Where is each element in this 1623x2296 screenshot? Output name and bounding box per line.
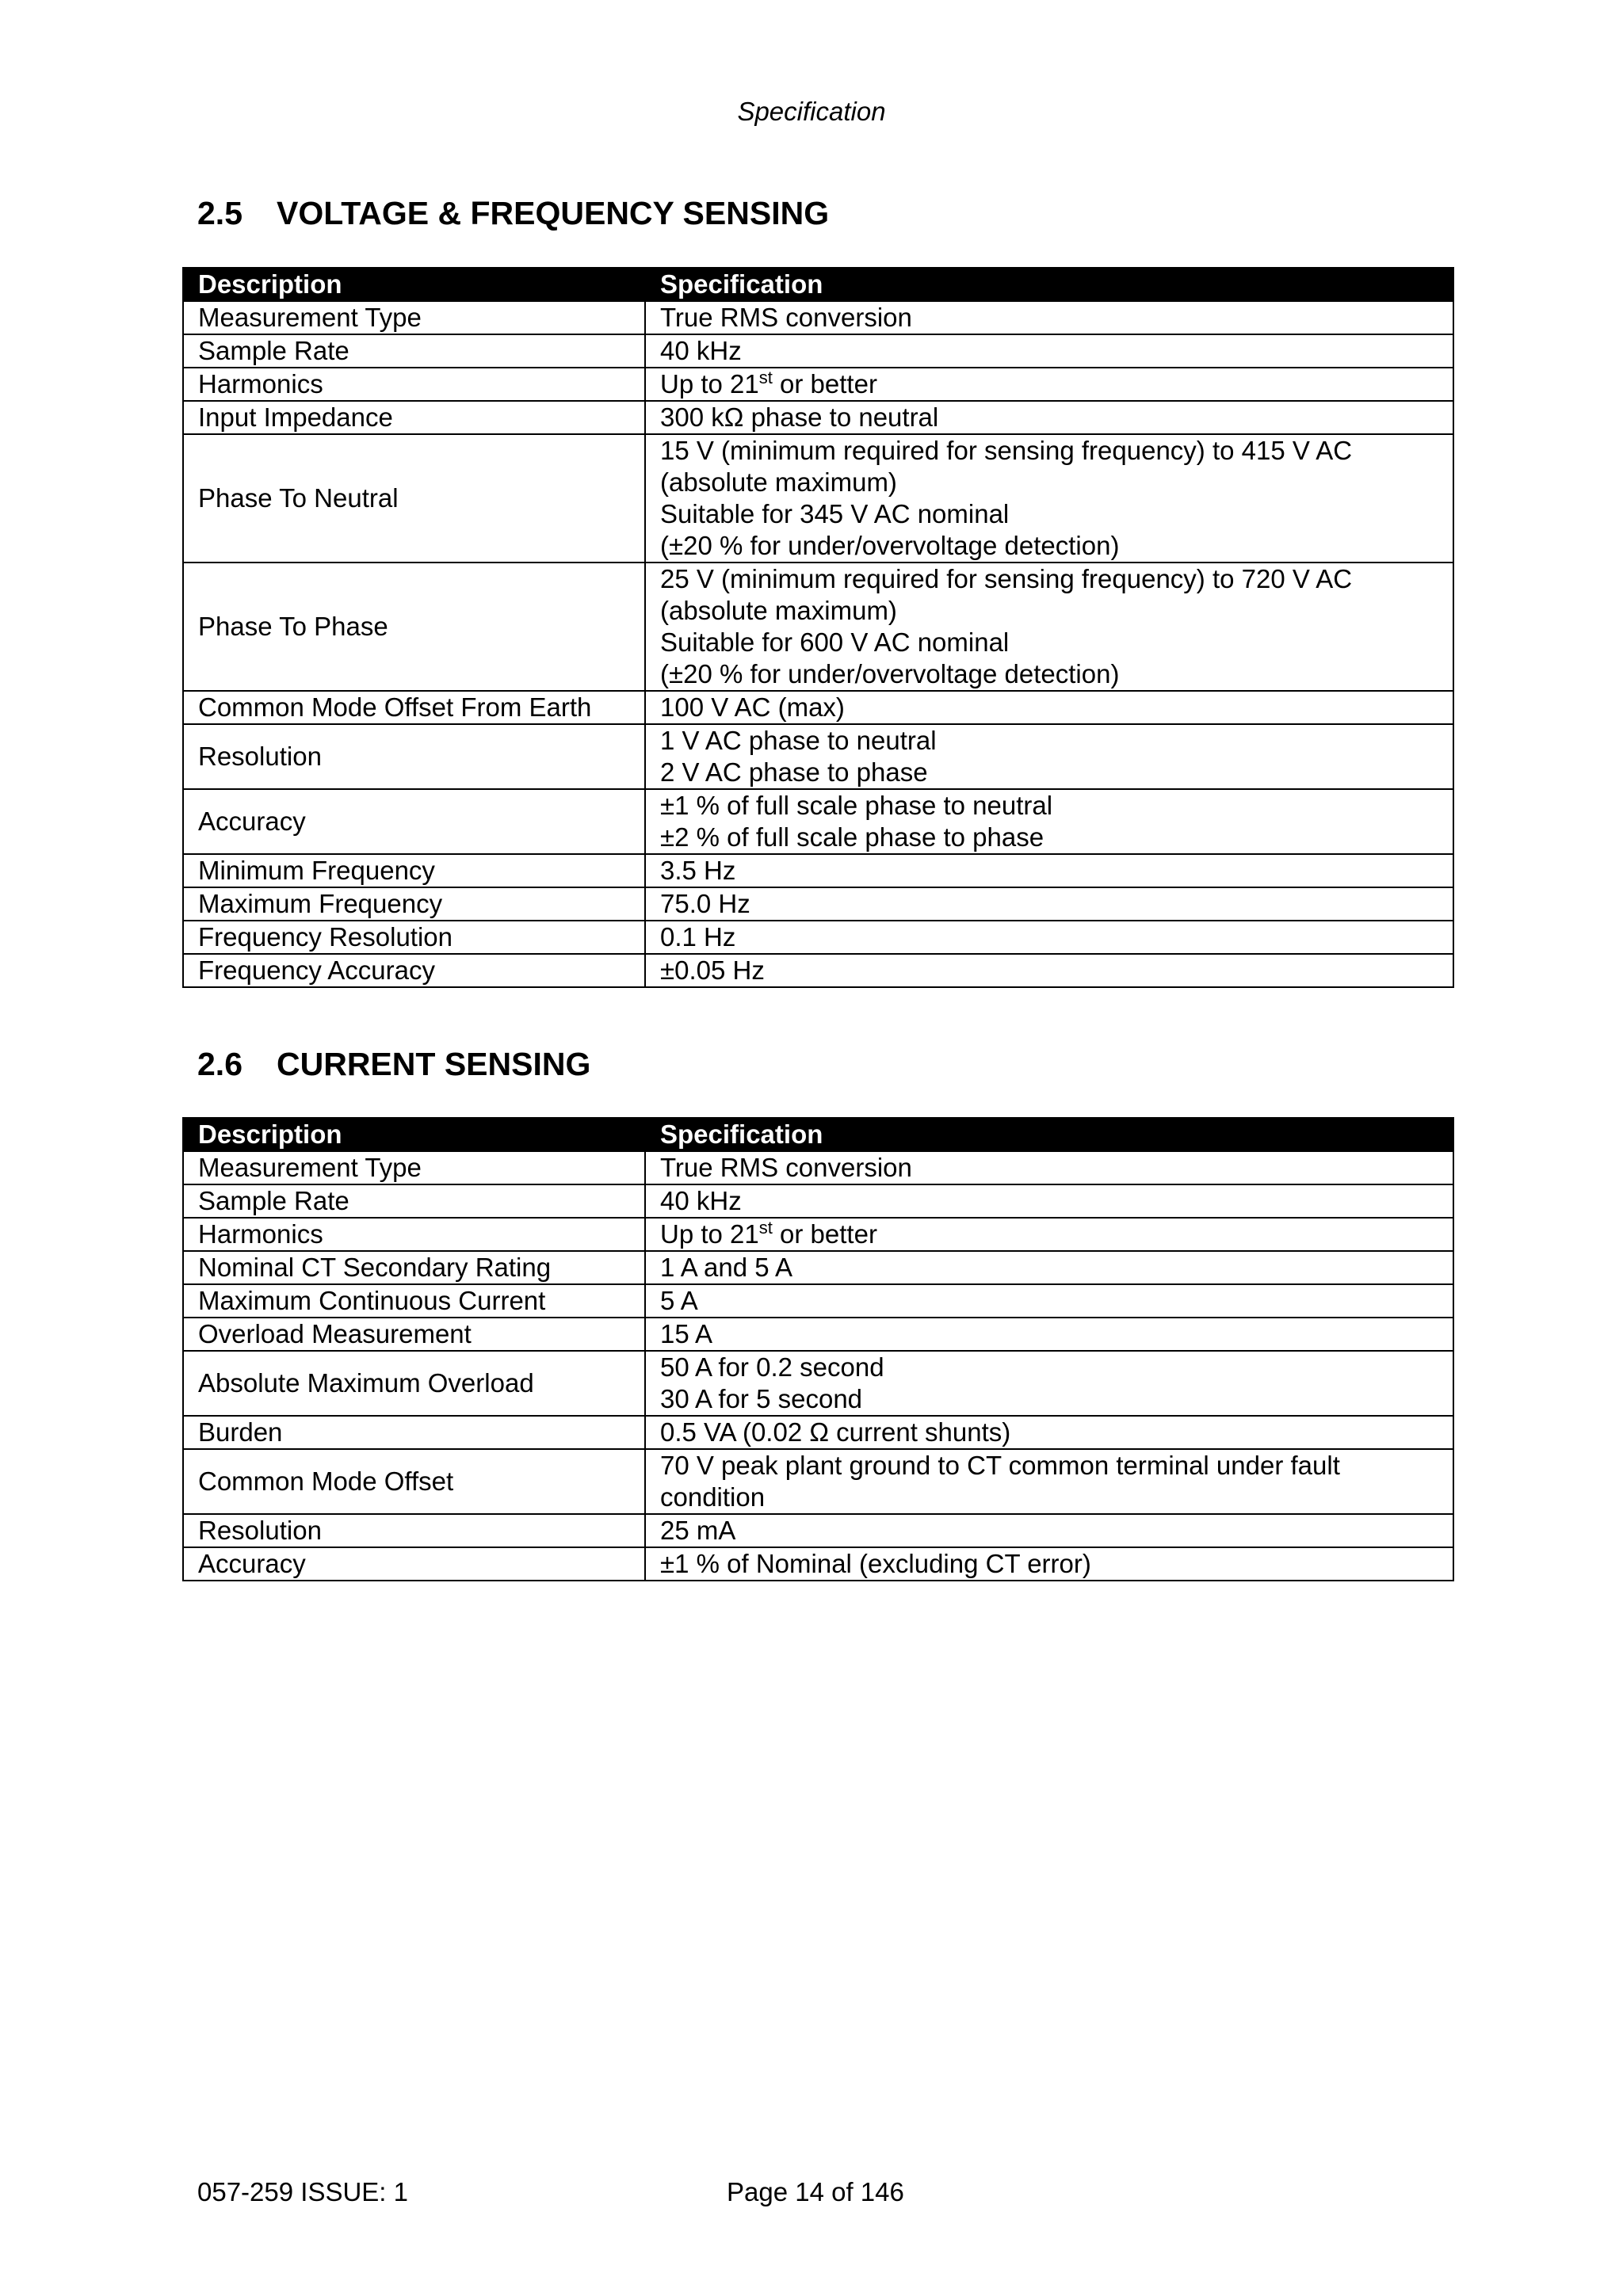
spec-line: Suitable for 600 V AC nominal — [660, 627, 1010, 657]
table-row — [183, 1351, 1453, 1416]
spec-line: ±0.05 Hz — [660, 955, 765, 985]
column-header-description: Description — [183, 1118, 645, 1151]
cell-specification — [645, 724, 1453, 789]
cell-description: Sample Rate — [183, 334, 645, 368]
table-row — [183, 1547, 1453, 1581]
section-title-voltage-frequency-sensing — [197, 195, 829, 232]
spec-line: (absolute maximum) — [660, 467, 897, 497]
cell-specification — [645, 1351, 1453, 1416]
spec-line: 70 V peak plant ground to CT common terminal under fault — [660, 1451, 1340, 1480]
spec-line: 5 A — [660, 1286, 698, 1315]
spec-line: ±1 % of Nominal (excluding CT error) — [660, 1549, 1091, 1578]
cell-specification — [645, 1218, 1453, 1251]
cell-specification — [645, 854, 1453, 887]
cell-specification — [645, 954, 1453, 987]
table-row — [183, 1318, 1453, 1351]
spec-line: condition — [660, 1482, 766, 1512]
cell-description: Accuracy — [183, 1547, 645, 1581]
spec-line: 25 V (minimum required for sensing frequency) to 720 V AC — [660, 564, 1353, 593]
cell-description: Maximum Continuous Current — [183, 1284, 645, 1318]
spec-line: True RMS conversion — [660, 303, 912, 332]
column-header-specification: Specification — [645, 268, 1453, 301]
table-row — [183, 691, 1453, 724]
cell-description: Overload Measurement — [183, 1318, 645, 1351]
cell-specification — [645, 1151, 1453, 1184]
spec-line: ±2 % of full scale phase to phase — [660, 822, 1044, 852]
spec-line: 25 mA — [660, 1516, 736, 1545]
table-header-row — [183, 268, 1453, 301]
cell-description: Nominal CT Secondary Rating — [183, 1251, 645, 1284]
spec-line: True RMS conversion — [660, 1153, 912, 1182]
footer-document-id: 057-259 ISSUE: 1 — [197, 2177, 408, 2206]
table-row — [183, 1218, 1453, 1251]
cell-specification — [645, 401, 1453, 434]
cell-specification — [645, 1318, 1453, 1351]
spec-line: (±20 % for under/overvoltage detection) — [660, 659, 1120, 688]
cell-specification — [645, 1284, 1453, 1318]
spec-line: 2 V AC phase to phase — [660, 757, 928, 787]
cell-specification — [645, 1184, 1453, 1218]
cell-specification — [645, 434, 1453, 563]
footer-page-number: Page 14 of 146 — [727, 2177, 904, 2206]
table-row — [183, 1514, 1453, 1547]
table-row — [183, 954, 1453, 987]
spec-line: Up to 21st or better — [660, 1218, 877, 1249]
section-heading: CURRENT SENSING — [277, 1046, 591, 1082]
spec-line: 40 kHz — [660, 1186, 742, 1215]
cell-specification — [645, 334, 1453, 368]
spec-line: 1 A and 5 A — [660, 1253, 792, 1282]
cell-specification — [645, 789, 1453, 854]
cell-description: Accuracy — [183, 789, 645, 854]
table-row — [183, 1416, 1453, 1449]
cell-description: Common Mode Offset — [183, 1449, 645, 1514]
spec-line: 1 V AC phase to neutral — [660, 726, 937, 755]
table-row — [183, 854, 1453, 887]
table-header-row — [183, 1118, 1453, 1151]
section-heading: VOLTAGE & FREQUENCY SENSING — [277, 195, 830, 231]
spec-line: 50 A for 0.2 second — [660, 1352, 884, 1382]
spec-line: 3.5 Hz — [660, 856, 736, 885]
table-row — [183, 434, 1453, 563]
table-row — [183, 1251, 1453, 1284]
cell-specification — [645, 301, 1453, 334]
table-row — [183, 887, 1453, 921]
spec-line: 15 V (minimum required for sensing frequency) to 415 V AC — [660, 436, 1353, 465]
cell-specification — [645, 1514, 1453, 1547]
table-row — [183, 563, 1453, 691]
spec-line: 15 A — [660, 1319, 713, 1348]
table-row — [183, 789, 1453, 854]
cell-description: Frequency Resolution — [183, 921, 645, 954]
table-row — [183, 724, 1453, 789]
cell-specification — [645, 921, 1453, 954]
cell-description: Phase To Phase — [183, 563, 645, 691]
cell-description: Burden — [183, 1416, 645, 1449]
cell-specification — [645, 563, 1453, 691]
cell-description: Frequency Accuracy — [183, 954, 645, 987]
table-body — [183, 301, 1453, 987]
section-number: 2.6 — [197, 1046, 242, 1082]
cell-description: Maximum Frequency — [183, 887, 645, 921]
cell-description: Measurement Type — [183, 1151, 645, 1184]
cell-description: Resolution — [183, 1514, 645, 1547]
spec-line: 30 A for 5 second — [660, 1384, 863, 1413]
spec-line: Suitable for 345 V AC nominal — [660, 499, 1010, 528]
spec-line: ±1 % of full scale phase to neutral — [660, 791, 1053, 820]
spec-line: 0.5 VA (0.02 Ω current shunts) — [660, 1417, 1011, 1447]
cell-specification — [645, 1251, 1453, 1284]
cell-specification — [645, 1449, 1453, 1514]
cell-description: Input Impedance — [183, 401, 645, 434]
cell-description: Common Mode Offset From Earth — [183, 691, 645, 724]
spec-line: (±20 % for under/overvoltage detection) — [660, 531, 1120, 560]
spec-line: 75.0 Hz — [660, 889, 750, 918]
table-row — [183, 1284, 1453, 1318]
cell-specification — [645, 691, 1453, 724]
cell-description: Phase To Neutral — [183, 434, 645, 563]
cell-description: Measurement Type — [183, 301, 645, 334]
table-row — [183, 334, 1453, 368]
cell-description: Sample Rate — [183, 1184, 645, 1218]
cell-description: Minimum Frequency — [183, 854, 645, 887]
table-row — [183, 401, 1453, 434]
cell-specification — [645, 1416, 1453, 1449]
spec-line: Up to 21st or better — [660, 368, 877, 399]
voltage-frequency-spec-table — [182, 267, 1454, 988]
cell-description: Resolution — [183, 724, 645, 789]
spec-line: 40 kHz — [660, 336, 742, 365]
current-sensing-spec-table — [182, 1117, 1454, 1581]
table-row — [183, 1151, 1453, 1184]
spec-line: 0.1 Hz — [660, 922, 736, 952]
spec-line: 100 V AC (max) — [660, 692, 845, 722]
section-title-current-sensing — [197, 1046, 590, 1083]
cell-description: Absolute Maximum Overload — [183, 1351, 645, 1416]
table-body — [183, 1151, 1453, 1581]
table-row — [183, 1184, 1453, 1218]
cell-description: Harmonics — [183, 1218, 645, 1251]
cell-specification — [645, 1547, 1453, 1581]
spec-line: (absolute maximum) — [660, 596, 897, 625]
table-row — [183, 921, 1453, 954]
table-row — [183, 1449, 1453, 1514]
spec-line: 300 kΩ phase to neutral — [660, 402, 939, 432]
cell-specification — [645, 368, 1453, 401]
cell-specification — [645, 887, 1453, 921]
page-header-title: Specification — [737, 97, 886, 126]
table-row — [183, 301, 1453, 334]
table-row — [183, 368, 1453, 401]
section-number: 2.5 — [197, 195, 242, 231]
column-header-specification: Specification — [645, 1118, 1453, 1151]
cell-description: Harmonics — [183, 368, 645, 401]
column-header-description: Description — [183, 268, 645, 301]
